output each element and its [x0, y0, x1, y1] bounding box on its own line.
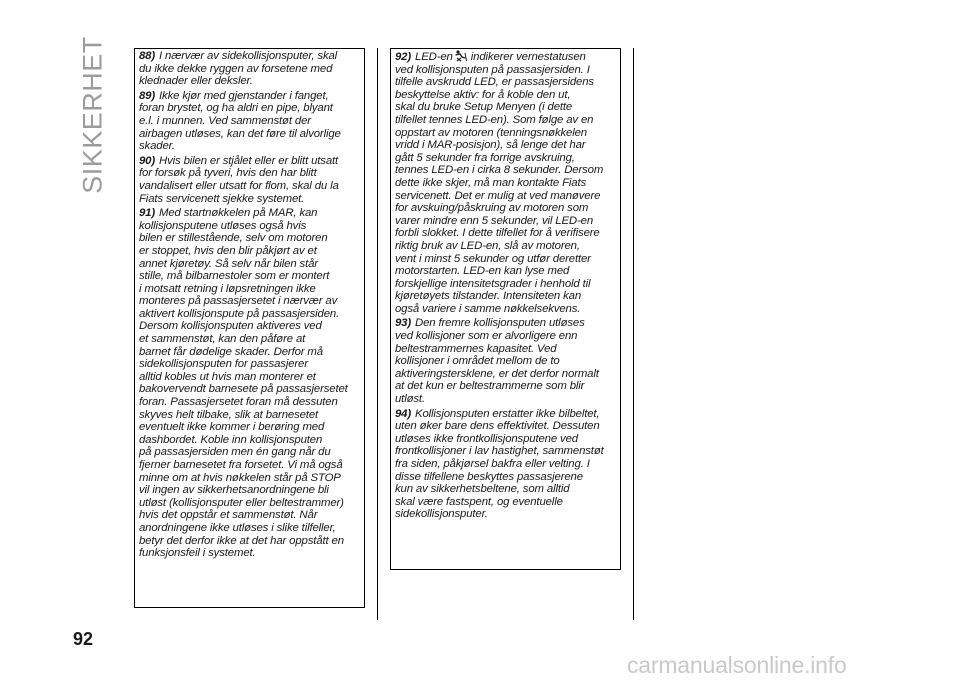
paragraph-first-line: [395, 408, 621, 421]
paragraph-line: eventuelt ikke kommer i berøring med: [139, 421, 325, 434]
paragraph-line: forskjellige intensitetsgrader i henhold til: [395, 277, 591, 290]
warning-paragraph: [139, 207, 365, 560]
paragraph-line: er stoppet, hvis den blir påkjørt av et: [139, 244, 317, 257]
paragraph-line: funksjonsfeil i systemet.: [139, 547, 256, 560]
paragraph-line: utløst (kollisjonsputer eller beltestrammer): [139, 496, 344, 509]
paragraph-line: kollisjoner i området mellom de to: [395, 355, 560, 368]
paragraph-line: du ikke dekke ryggen av forsetene med: [139, 62, 333, 75]
paragraph-line: beltestrammernes kapasitet. Ved: [395, 342, 557, 355]
warning-number: 92): [395, 51, 412, 63]
paragraph-line: dashbordet. Koble inn kollisjonsputen: [139, 433, 323, 446]
paragraph-first-line: [139, 207, 365, 220]
paragraph-line: servicenett. Det er mulig at ved manøvere: [395, 189, 601, 202]
warning-paragraph: [395, 317, 621, 405]
paragraph-line: minne om at hvis nøkkelen står på STOP: [139, 471, 341, 484]
warning-number: 94): [395, 407, 412, 420]
warning-number: 88): [139, 50, 156, 62]
paragraph-line: dette ikke skjer, må man kontakte Fiats: [395, 176, 587, 189]
paragraph-first-line: [139, 155, 365, 168]
paragraph-line: tilfelle avskrudd LED, er passasjersidens: [395, 76, 594, 89]
section-title-text: SIKKERHET: [77, 36, 108, 194]
paragraph-line: annet kjøretøy. Så selv når bilen står: [139, 257, 318, 270]
paragraph-line: utløst.: [395, 393, 425, 406]
warning-paragraph: [395, 408, 621, 521]
paragraph-line: skal være fastspent, og eventuelle: [395, 495, 563, 508]
paragraph-line: at det kun er beltestrammerne som blir: [395, 380, 585, 393]
paragraph-line: utløses ikke frontkollisjonsputene ved: [395, 432, 578, 445]
paragraph-line: et sammenstøt, kan den påføre at: [139, 333, 306, 346]
paragraph-line: beskyttelse aktiv: for å koble den ut,: [395, 88, 571, 101]
warning-paragraph: [139, 155, 365, 205]
paragraph-line: oppstart av motoren (tenningsnøkkelen: [395, 126, 587, 139]
section-title: [72, 36, 114, 194]
paragraph-line: stille, må bilbarnestoler som er montert: [139, 270, 330, 283]
warning-paragraph: [395, 50, 621, 315]
column-divider-right: [633, 48, 634, 620]
paragraph-line: Fiats servicenett sjekke systemet.: [139, 192, 305, 205]
paragraph-line: kjøretøyets tilstander. Intensiteten kan: [395, 290, 582, 303]
paragraph-line: fra siden, påkjørsel bakfra eller velting. I: [395, 458, 590, 470]
paragraph-line: motorstarten. LED-en kan lyse med: [395, 265, 570, 278]
paragraph-line: skal du bruke Setup Menyen (i dette: [395, 101, 573, 114]
paragraph-line: hvis det oppstår et sammenstøt. Når: [139, 509, 318, 522]
column-divider-left: [377, 48, 378, 620]
paragraph-line: e.l. i munnen. Ved sammenstøt der: [139, 114, 311, 127]
paragraph-line: i motsatt retning i løpsretningen ikke: [139, 282, 316, 295]
first-line-text: LED-en: [415, 51, 453, 63]
paragraph-line: fjerner barnesetet fra forsetet. Vi må også: [139, 459, 343, 471]
paragraph-line: vent i minst 5 sekunder og utfør deretter: [395, 252, 591, 265]
paragraph-first-line: [139, 50, 365, 63]
warning-number: 93): [395, 317, 412, 330]
paragraph-line: sidekollisjonsputen for passasjerer: [139, 358, 308, 371]
paragraph-line: uten øker bare dens effektivitet. Dessuten: [395, 420, 600, 433]
paragraph-line: alltid kobles ut hvis man monterer et: [139, 370, 316, 383]
first-line-text: Med startnøkkelen på MAR, kan: [159, 207, 318, 220]
paragraph-line: foran. Passasjersetet foran må dessuten: [139, 396, 338, 409]
paragraph-line: ved kollisjoner som er alvorligere enn: [395, 330, 578, 343]
first-line-text: Kollisjonsputen erstatter ikke bilbeltet,: [415, 407, 600, 420]
paragraph-line: skyves helt tilbake, slik at barnesetet: [139, 408, 319, 421]
paragraph-line: airbagen utløses, kan det føre til alvorlige: [139, 127, 341, 140]
paragraph-line: vridd i MAR-posisjon), så lenge det har: [395, 139, 586, 152]
left-column-text: [139, 50, 365, 562]
paragraph-line: kollisjonsputene utløses også hvis: [139, 219, 307, 232]
paragraph-line: bilen er stillestående, selv om motoren: [139, 232, 328, 245]
paragraph-line: forbli slokket. I dette tilfellet for å verifisere: [395, 227, 600, 240]
paragraph-line: sidekollisjonsputer.: [395, 508, 488, 521]
paragraph-line: skader.: [139, 140, 175, 153]
warning-number: 89): [139, 89, 156, 102]
paragraph-line: kun av sikkerhetsbeltene, som alltid: [395, 483, 570, 496]
paragraph-line: foran brystet, og ha aldri en pipe, blyant: [139, 102, 333, 115]
first-line-text: indikerer vernestatusen: [470, 51, 586, 63]
airbag-off-icon: [454, 50, 467, 62]
first-line-text: I nærvær av sidekollisjonsputer, skal: [159, 50, 338, 62]
paragraph-line: gått 5 sekunder fra forrige avskruing,: [395, 151, 575, 164]
paragraph-line: vandalisert eller utsatt for flom, skal du la: [139, 179, 339, 192]
first-line-text: Ikke kjør med gjenstander i fanget,: [159, 89, 329, 102]
warning-number: 90): [139, 154, 156, 167]
paragraph-line: aktivert kollisjonspute på passasjersiden.: [139, 307, 340, 320]
paragraph-line: anordningene ikke utløses i slike tilfeller,: [139, 521, 336, 534]
paragraph-line: ved kollisjonsputen på passasjersiden. I: [395, 63, 590, 76]
warning-number: 91): [139, 207, 156, 220]
paragraph-line: aktiveringstersklene, er det derfor normalt: [395, 367, 599, 380]
paragraph-line: barnet får dødelige skader. Derfor må: [139, 345, 323, 358]
page-number: 92: [73, 629, 94, 649]
paragraph-line: Dersom kollisjonsputen aktiveres ved: [139, 320, 322, 333]
paragraph-line: frontkollisjoner i lav hastighet, sammenstøt: [395, 445, 604, 458]
paragraph-line: tennes LED-en i cirka 8 sekunder. Dersom: [395, 164, 604, 177]
paragraph-line: bakovervendt barnesete på passasjersetet: [139, 383, 348, 396]
right-column-text: [395, 50, 621, 523]
paragraph-line: varer mindre enn 5 sekunder, vil LED-en: [395, 214, 594, 227]
warning-paragraph: [139, 50, 365, 88]
first-line-text: Den fremre kollisjonsputen utløses: [415, 317, 585, 330]
paragraph-line: monteres på passasjersetet i nærvær av: [139, 295, 338, 308]
paragraph-first-line: [139, 90, 365, 103]
footer-watermark: carmanualsonline.info: [627, 652, 847, 678]
paragraph-line: for avskuing/påskruing av motoren som: [395, 202, 589, 215]
paragraph-line: tilfellet tennes LED-en). Som følge av en: [395, 113, 594, 126]
first-line-text: Hvis bilen er stjålet eller er blitt utsatt: [159, 154, 339, 167]
warning-paragraph: [139, 90, 365, 153]
paragraph-line: riktig bruk av LED-en, slå av motoren,: [395, 239, 580, 252]
paragraph-line: også variere i samme nøkkelsekvens.: [395, 302, 581, 315]
paragraph-line: for forsøk på tyveri, hvis den har blitt: [139, 167, 317, 180]
paragraph-line: betyr det derfor ikke at det har oppstått en: [139, 534, 344, 547]
paragraph-line: på passasjersiden men én gang når du: [139, 446, 331, 459]
paragraph-line: vil ingen av sikkerhetsanordningene bli: [139, 484, 329, 497]
paragraph-line: disse tilfellene beskyttes passasjerene: [395, 470, 583, 483]
paragraph-line: klednader eller deksler.: [139, 75, 253, 88]
paragraph-first-line: [395, 317, 621, 330]
paragraph-first-line: [395, 50, 621, 64]
